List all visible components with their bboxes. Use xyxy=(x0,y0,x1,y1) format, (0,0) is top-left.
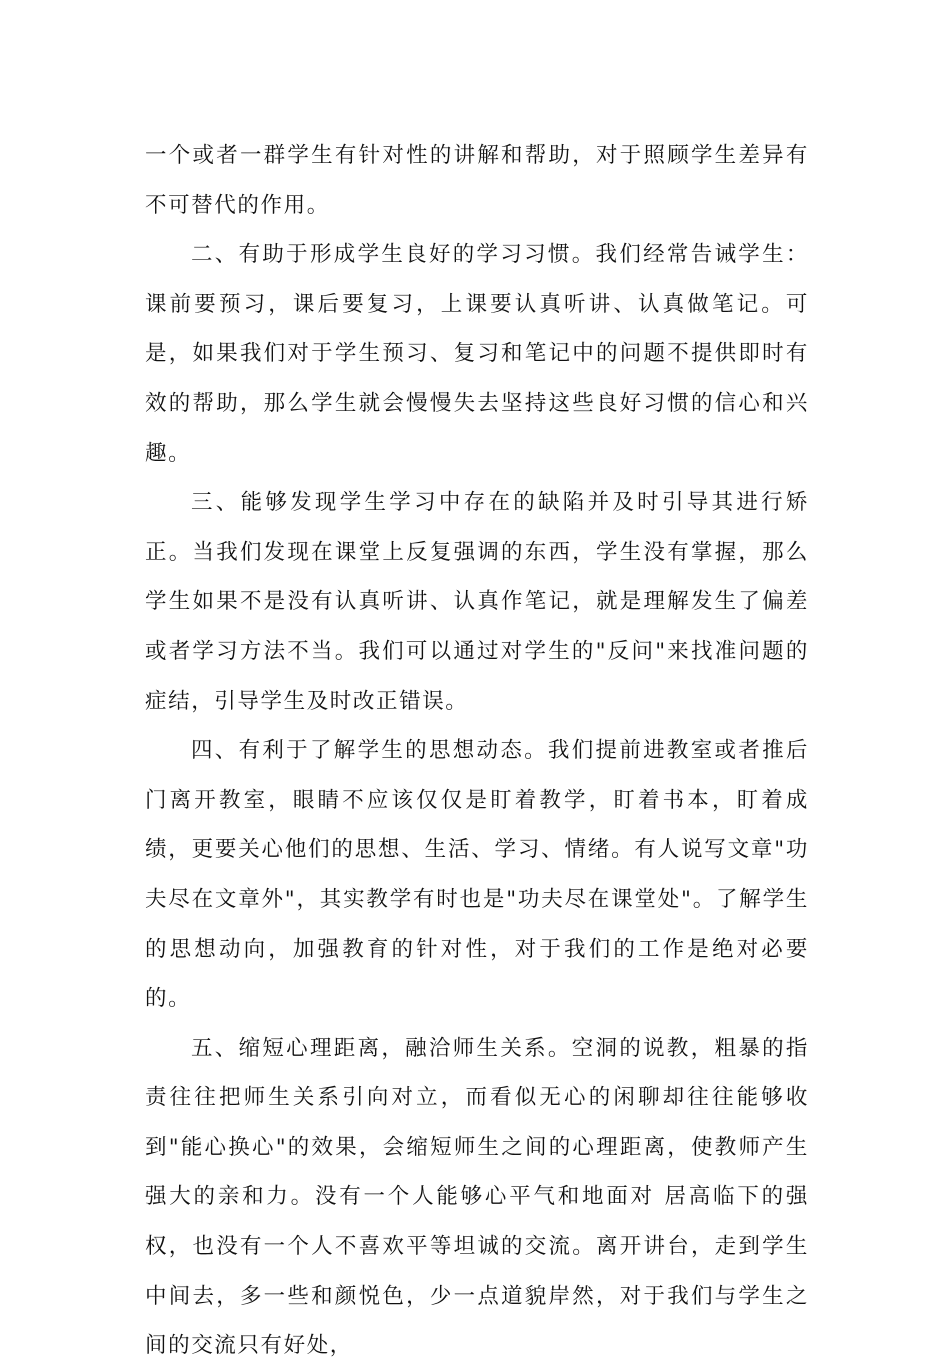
paragraph-understand-thoughts: 四、有利于了解学生的思想动态。我们提前进教室或者推后门离开教室，眼睛不应该仅仅是盯着教学，盯着书本，盯着成绩，更要关心他们的思想、生活、学习、情绪。有人说写文章"功夫尽在文章外"，其实教学有时也是"功夫尽在课堂处"。了解学生的思想动向，加强教育的针对性，对于我们的工作是绝对必要的。 xyxy=(145,738,809,1012)
paragraph-shorten-distance: 五、缩短心理距离，融洽师生关系。空洞的说教，粗暴的指责往往把师生关系引向对立，而看似无心的闲聊却往往能够收到"能心换心"的效果，会缩短师生之间的心理距离，使教师产生强大的亲和力。没有一个人能够心平气和地面对 居高临下的强权，也没有一个人不喜欢平等坦诚的交流。离开讲台，走到学生中间去，多一些和颜悦色，少一点道貌岸然，对于我们与学生之间的交流只有好处， xyxy=(145,1035,809,1359)
paragraph-continuation: 一个或者一群学生有针对性的讲解和帮助，对于照顾学生差异有不可替代的作用。 xyxy=(145,143,809,218)
document-body xyxy=(145,131,809,1371)
paragraph-study-habits: 二、有助于形成学生良好的学习习惯。我们经常告诫学生：课前要预习，课后要复习，上课要认真听讲、认真做笔记。可是，如果我们对于学生预习、复习和笔记中的问题不提供即时有效的帮助，那么学生就会慢慢失去坚持这些良好习惯的信心和兴趣。 xyxy=(145,242,809,466)
paragraph-find-defects: 三、能够发现学生学习中存在的缺陷并及时引导其进行矫正。当我们发现在课堂上反复强调的东西，学生没有掌握，那么学生如果不是没有认真听讲、认真作笔记，就是理解发生了偏差或者学习方法不当。我们可以通过对学生的"反问"来找准问题的症结，引导学生及时改正错误。 xyxy=(145,490,809,714)
